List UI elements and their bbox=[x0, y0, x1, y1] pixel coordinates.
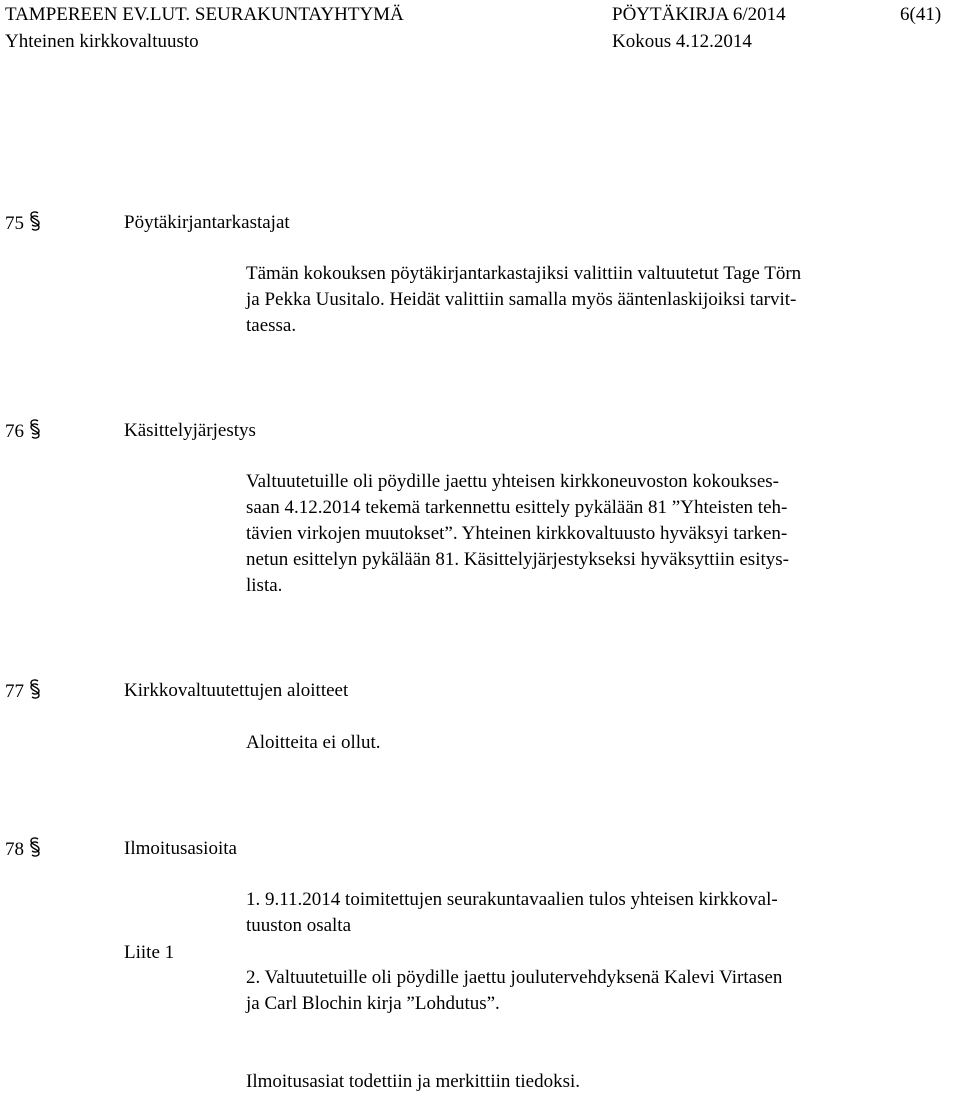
attachment-label: Liite 1 bbox=[124, 942, 175, 963]
section-76-line: lista. bbox=[246, 575, 283, 596]
section-number-text: 78 bbox=[5, 839, 24, 860]
section-77-number bbox=[5, 678, 42, 705]
section-78-item-1-line: tuuston osalta bbox=[246, 915, 352, 936]
header-organization: TAMPEREEN EV.LUT. SEURAKUNTAYHTYMÄ bbox=[5, 4, 404, 25]
section-number-text: 77 bbox=[5, 681, 24, 702]
section-78-item-2-line: ja Carl Blochin kirja ”Lohdutus”. bbox=[246, 993, 500, 1014]
header-meeting-date: Kokous 4.12.2014 bbox=[612, 31, 752, 52]
section-76-line: tävien virkojen muutokset”. Yhteinen kirkkovaltuusto hyväksyi tarken- bbox=[246, 523, 788, 544]
section-75-number bbox=[5, 210, 42, 237]
section-78-item-2-line: 2. Valtuutetuille oli pöydille jaettu joulutervehdyksenä Kalevi Virtasen bbox=[246, 967, 783, 988]
section-78-closing: Ilmoitusasiat todettiin ja merkittiin tiedoksi. bbox=[246, 1071, 581, 1092]
header-document: PÖYTÄKIRJA 6/2014 bbox=[612, 4, 786, 25]
section-sign-icon bbox=[28, 418, 42, 440]
section-sign-icon bbox=[28, 678, 42, 700]
header-body: Yhteinen kirkkovaltuusto bbox=[5, 31, 199, 52]
section-76-line: netun esittelyn pykälään 81. Käsittelyjärjestykseksi hyväksyttiin esitys- bbox=[246, 549, 789, 570]
section-78-item-1-line: 1. 9.11.2014 toimitettujen seurakuntavaalien tulos yhteisen kirkkoval- bbox=[246, 889, 778, 910]
section-number-text: 75 bbox=[5, 213, 24, 234]
section-75-line: ja Pekka Uusitalo. Heidät valittiin samalla myös ääntenlaskijoiksi tarvit- bbox=[246, 289, 797, 310]
section-75-line: Tämän kokouksen pöytäkirjantarkastajiksi valittiin valtuutetut Tage Törn bbox=[246, 263, 802, 284]
section-76-number bbox=[5, 418, 42, 445]
section-76-line: Valtuutetuille oli pöydille jaettu yhteisen kirkkoneuvoston kokoukses- bbox=[246, 471, 779, 492]
header-page-number: 6(41) bbox=[900, 4, 942, 25]
section-77-title: Kirkkovaltuutettujen aloitteet bbox=[124, 680, 349, 701]
section-sign-icon bbox=[28, 836, 42, 858]
section-75-line: taessa. bbox=[246, 315, 297, 336]
section-77-line: Aloitteita ei ollut. bbox=[246, 732, 381, 753]
section-number-text: 76 bbox=[5, 421, 24, 442]
section-76-line: saan 4.12.2014 tekemä tarkennettu esittely pykälään 81 ”Yhteisten teh- bbox=[246, 497, 788, 518]
section-sign-icon bbox=[28, 210, 42, 232]
section-78-number bbox=[5, 836, 42, 863]
section-75-title: Pöytäkirjantarkastajat bbox=[124, 212, 290, 233]
section-76-title: Käsittelyjärjestys bbox=[124, 420, 256, 441]
section-78-title: Ilmoitusasioita bbox=[124, 838, 237, 859]
